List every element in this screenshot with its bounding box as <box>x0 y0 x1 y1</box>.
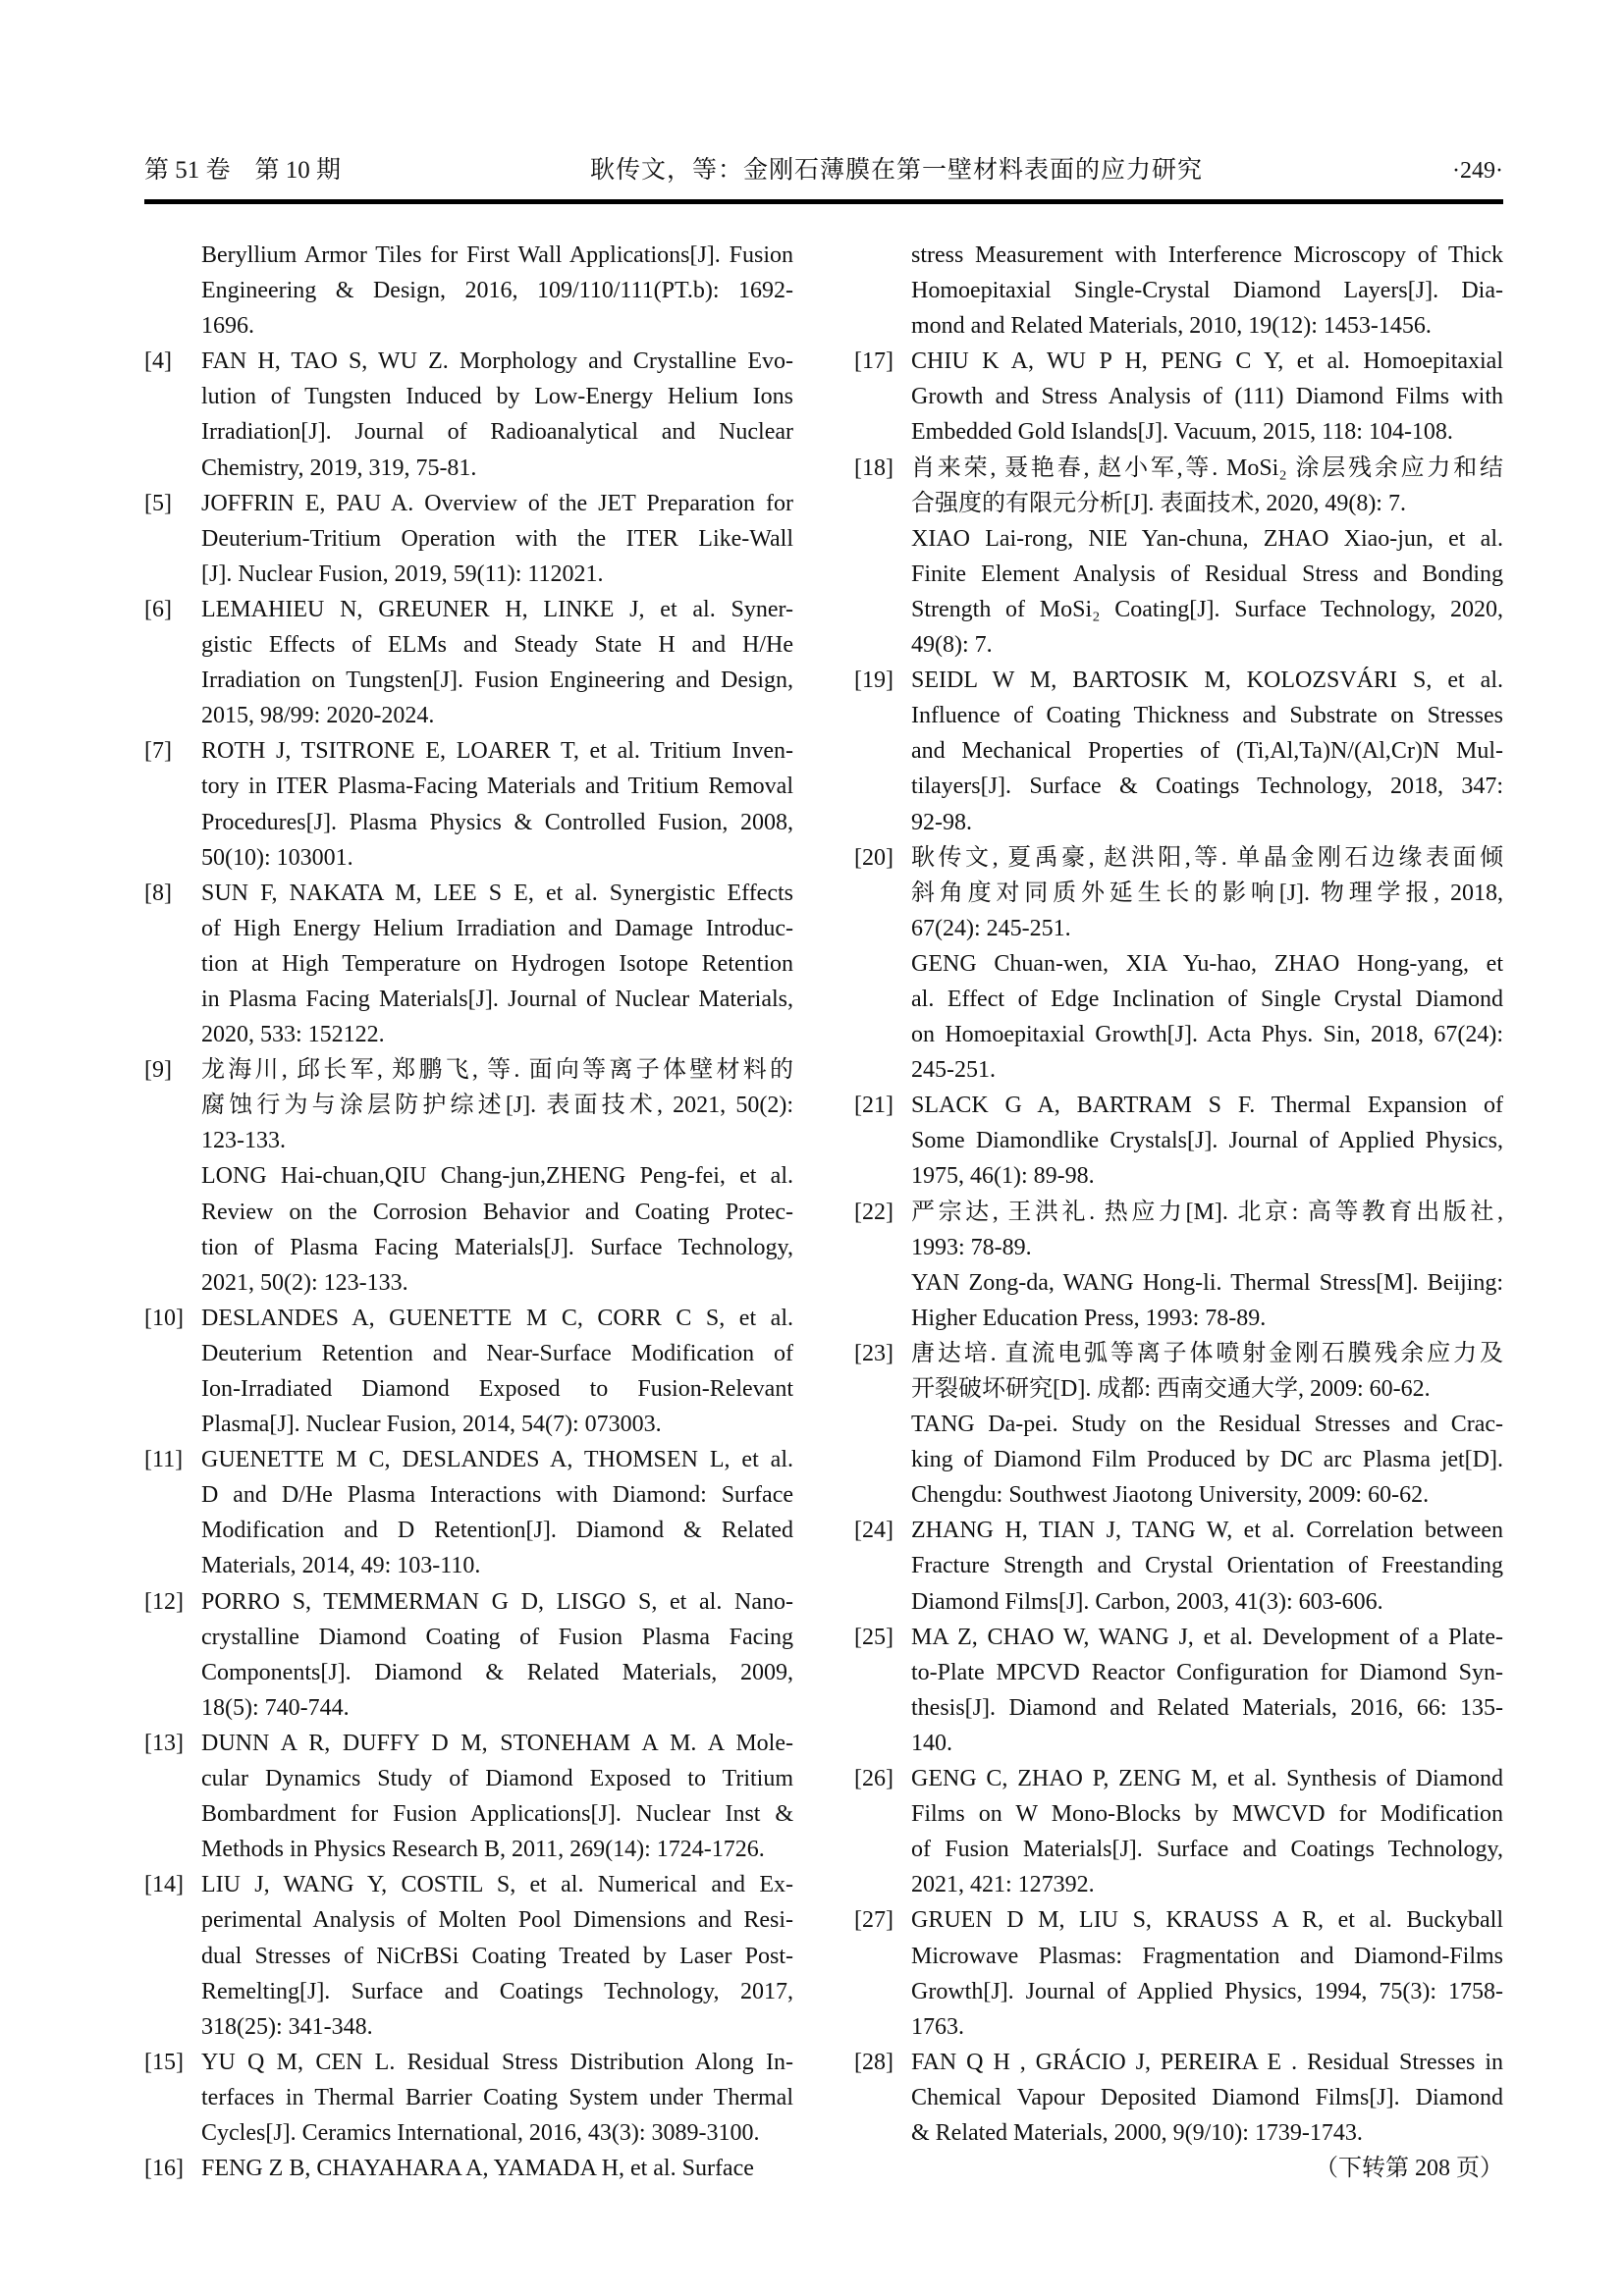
reference-line: 1763. <box>911 2013 964 2040</box>
reference-number: [21] <box>854 1093 893 1119</box>
reference-body <box>201 1052 793 1301</box>
reference-item <box>854 1620 1503 1761</box>
reference-body <box>201 1301 793 1442</box>
reference-line: Review on the Corrosion Behavior and Coating Protec- <box>201 1199 793 1225</box>
reference-item <box>854 840 1503 1089</box>
reference-line: Cycles[J]. Ceramics International, 2016, 43(3): 3089-3100. <box>201 2119 760 2146</box>
reference-item <box>854 1336 1503 1513</box>
reference-body <box>911 344 1503 450</box>
reference-item <box>144 2151 793 2186</box>
reference-line: tion at High Temperature on Hydrogen Isotope Retention <box>201 950 793 977</box>
reference-line: YAN Zong-da, WANG Hong-li. Thermal Stress[M]. Beijing: <box>911 1269 1503 1296</box>
reference-line: Plasma[J]. Nuclear Fusion, 2014, 54(7): 073003. <box>201 1412 662 1438</box>
reference-line: MA Z, CHAO W, WANG J, et al. Development of a Plate- <box>911 1624 1503 1650</box>
reference-line: LONG Hai-chuan,QIU Chang-jun,ZHENG Peng-fei, et al. <box>201 1163 793 1190</box>
references-column-left <box>144 238 793 2186</box>
reference-line: Ion-Irradiated Diamond Exposed to Fusion-Relevant <box>201 1376 793 1402</box>
reference-line: Growth and Stress Analysis of (111) Diamond Films with <box>911 384 1503 410</box>
reference-item <box>144 238 793 344</box>
reference-line: to-Plate MPCVD Reactor Configuration for Diamond Syn- <box>911 1659 1503 1685</box>
reference-line: 18(5): 740-744. <box>201 1694 350 1721</box>
reference-line: 肖来荣, 聂艳春, 赵小军,等. MoSi₂ 涂层残余应力和结 <box>911 454 1503 481</box>
reference-number: [25] <box>854 1624 893 1650</box>
reference-line: DUNN A R, DUFFY D M, STONEHAM A M. A Mole- <box>201 1730 793 1756</box>
reference-item <box>144 876 793 1052</box>
reference-line: 245-251. <box>911 1057 996 1084</box>
continued-on-page-note: （下转第 208 页） <box>1315 2156 1503 2182</box>
reference-line: tory in ITER Plasma-Facing Materials and Tritium Removal <box>201 774 793 800</box>
reference-line: XIAO Lai-rong, NIE Yan-chuna, ZHAO Xiao-jun, et al. <box>911 525 1503 552</box>
reference-item <box>854 1761 1503 1902</box>
reference-item <box>144 592 793 733</box>
reference-line: Deuterium-Tritium Operation with the ITER Like-Wall <box>201 525 793 552</box>
reference-line: Higher Education Press, 1993: 78-89. <box>911 1305 1267 1331</box>
reference-item <box>144 344 793 485</box>
reference-line: Beryllium Armor Tiles for First Wall Applications[J]. Fusion <box>201 242 793 268</box>
reference-line: Irradiation[J]. Journal of Radioanalytical and Nuclear <box>201 419 793 446</box>
reference-body <box>201 344 793 485</box>
reference-line: LEMAHIEU N, GREUNER H, LINKE J, et al. Syner- <box>201 596 793 622</box>
reference-line: Microwave Plasmas: Fragmentation and Diamond-Films <box>911 1943 1503 1969</box>
reference-line: on Homoepitaxial Growth[J]. Acta Phys. Sin, 2018, 67(24): <box>911 1022 1503 1048</box>
reference-line: Remelting[J]. Surface and Coatings Technology, 2017, <box>201 1978 793 2004</box>
reference-line: SEIDL W M, BARTOSIK M, KOLOZSVÁRI S, et al. <box>911 667 1503 694</box>
reference-line: 50(10): 103001. <box>201 844 353 871</box>
reference-line: Bombardment for Fusion Applications[J]. Nuclear Inst & <box>201 1801 793 1828</box>
reference-line: 49(8): 7. <box>911 632 993 659</box>
reference-line: 1993: 78-89. <box>911 1234 1032 1260</box>
reference-item <box>144 1867 793 2044</box>
page-header <box>144 0 1503 187</box>
reference-number: [10] <box>144 1305 184 1331</box>
reference-number: [15] <box>144 2049 184 2075</box>
reference-line: JOFFRIN E, PAU A. Overview of the JET Preparation for <box>201 490 793 516</box>
reference-line: 123-133. <box>201 1128 286 1154</box>
reference-line: SUN F, NAKATA M, LEE S E, et al. Synergistic Effects <box>201 880 793 906</box>
reference-body <box>911 451 1503 664</box>
reference-line: Finite Element Analysis of Residual Stress and Bonding <box>911 561 1503 587</box>
reference-line: 92-98. <box>911 809 972 835</box>
reference-number: [11] <box>144 1447 184 1473</box>
reference-item <box>854 1902 1503 2044</box>
reference-body <box>201 2151 793 2186</box>
reference-item <box>144 1052 793 1301</box>
reference-body <box>911 663 1503 839</box>
reference-line: ROTH J, TSITRONE E, LOARER T, et al. Tritium Inven- <box>201 738 793 765</box>
reference-line: ZHANG H, TIAN J, TANG W, et al. Correlation between <box>911 1518 1503 1544</box>
reference-item <box>854 2045 1503 2151</box>
reference-body <box>911 1902 1503 2044</box>
reference-body <box>911 1513 1503 1619</box>
reference-line: DESLANDES A, GUENETTE M C, CORR C S, et al. <box>201 1305 793 1331</box>
reference-line: 140. <box>911 1730 952 1756</box>
reference-line: 斜角度对同质外延生长的影响[J]. 物理学报, 2018, <box>911 880 1503 906</box>
reference-line: Strength of MoSi₂ Coating[J]. Surface Technology, 2020, <box>911 596 1503 622</box>
reference-line: tion of Plasma Facing Materials[J]. Surface Technology, <box>201 1234 793 1260</box>
reference-body <box>911 2045 1503 2151</box>
reference-line: Irradiation on Tungsten[J]. Fusion Engineering and Design, <box>201 667 793 694</box>
reference-line: 1696. <box>201 313 254 340</box>
reference-line: D and D/He Plasma Interactions with Diamond: Surface <box>201 1482 793 1509</box>
reference-body <box>911 840 1503 1089</box>
reference-line: of Fusion Materials[J]. Surface and Coatings Technology, <box>911 1837 1503 1863</box>
reference-number: [13] <box>144 1730 184 1756</box>
reference-line: GENG C, ZHAO P, ZENG M, et al. Synthesis of Diamond <box>911 1766 1503 1792</box>
reference-item <box>144 486 793 592</box>
reference-body <box>201 1726 793 1867</box>
reference-body <box>911 1761 1503 1902</box>
reference-body <box>201 1442 793 1583</box>
reference-line: Growth[J]. Journal of Applied Physics, 1994, 75(3): 1758- <box>911 1978 1503 2004</box>
reference-number: [12] <box>144 1588 184 1615</box>
reference-body <box>201 1867 793 2044</box>
reference-line: mond and Related Materials, 2010, 19(12): 1453-1456. <box>911 313 1432 340</box>
reference-item <box>854 451 1503 664</box>
reference-line: SLACK G A, BARTRAM S F. Thermal Expansion of <box>911 1093 1503 1119</box>
reference-line: Procedures[J]. Plasma Physics & Controlled Fusion, 2008, <box>201 809 793 835</box>
reference-line: Chemistry, 2019, 319, 75-81. <box>201 454 477 481</box>
reference-item <box>854 1088 1503 1194</box>
reference-line: GENG Chuan-wen, XIA Yu-hao, ZHAO Hong-yang, et <box>911 950 1503 977</box>
reference-body <box>201 238 793 344</box>
reference-number: [24] <box>854 1518 893 1544</box>
reference-number: [19] <box>854 667 893 694</box>
reference-line: 腐蚀行为与涂层防护综述[J]. 表面技术, 2021, 50(2): <box>201 1093 793 1119</box>
reference-number: [16] <box>144 2156 184 2182</box>
reference-number: [22] <box>854 1199 893 1225</box>
reference-line: Modification and D Retention[J]. Diamond & Related <box>201 1518 793 1544</box>
reference-number: [26] <box>854 1766 893 1792</box>
reference-line: Chengdu: Southwest Jiaotong University, 2009: 60-62. <box>911 1482 1430 1509</box>
reference-body <box>201 1584 793 1726</box>
reference-line: terfaces in Thermal Barrier Coating System under Thermal <box>201 2084 793 2110</box>
reference-line: king of Diamond Film Produced by DC arc Plasma jet[D]. <box>911 1447 1503 1473</box>
references-column-right <box>854 238 1503 2186</box>
reference-line: of High Energy Helium Irradiation and Damage Introduc- <box>201 915 793 941</box>
reference-line: Engineering & Design, 2016, 109/110/111(PT.b): 1692- <box>201 278 793 304</box>
reference-number: [17] <box>854 348 893 375</box>
reference-line: 严宗达, 王洪礼. 热应力[M]. 北京: 高等教育出版社, <box>911 1199 1503 1225</box>
reference-item <box>144 2045 793 2151</box>
reference-line: Fracture Strength and Crystal Orientation of Freestanding <box>911 1553 1503 1579</box>
reference-line: Influence of Coating Thickness and Substrate on Stresses <box>911 703 1503 729</box>
reference-number <box>144 238 201 344</box>
reference-line: Homoepitaxial Single-Crystal Diamond Layers[J]. Dia- <box>911 278 1503 304</box>
reference-line: & Related Materials, 2000, 9(9/10): 1739-1743. <box>911 2119 1363 2146</box>
reference-line: Some Diamondlike Crystals[J]. Journal of Applied Physics, <box>911 1128 1503 1154</box>
reference-item <box>854 344 1503 450</box>
reference-line: 2021, 421: 127392. <box>911 1872 1095 1898</box>
reference-item <box>144 733 793 875</box>
reference-item <box>144 1301 793 1442</box>
reference-number: [23] <box>854 1340 893 1366</box>
reference-body <box>911 1620 1503 1761</box>
reference-line: crystalline Diamond Coating of Fusion Plasma Facing <box>201 1624 793 1650</box>
reference-number: [18] <box>854 454 893 481</box>
reference-line: Components[J]. Diamond & Related Materials, 2009, <box>201 1659 793 1685</box>
reference-line: [J]. Nuclear Fusion, 2019, 59(11): 112021. <box>201 561 604 587</box>
reference-line: 合强度的有限元分析[J]. 表面技术, 2020, 49(8): 7. <box>911 490 1406 516</box>
reference-line: in Plasma Facing Materials[J]. Journal of Nuclear Materials, <box>201 986 793 1012</box>
reference-line: Diamond Films[J]. Carbon, 2003, 41(3): 603-606. <box>911 1588 1383 1615</box>
reference-number: [4] <box>144 348 172 375</box>
reference-line: FENG Z B, CHAYAHARA A, YAMADA H, et al. Surface <box>201 2156 754 2182</box>
reference-line: 唐达培. 直流电弧等离子体喷射金刚石膜残余应力及 <box>911 1340 1503 1366</box>
volume-issue: 第 51 卷 第 10 期 <box>144 157 342 184</box>
reference-line: thesis[J]. Diamond and Related Materials, 2016, 66: 135- <box>911 1694 1503 1721</box>
reference-line: cular Dynamics Study of Diamond Exposed to Tritium <box>201 1766 793 1792</box>
reference-line: FAN Q H , GRÁCIO J, PEREIRA E . Residual Stresses in <box>911 2049 1503 2075</box>
reference-number: [8] <box>144 880 172 906</box>
reference-item <box>854 1513 1503 1619</box>
reference-line: Films on W Mono-Blocks by MWCVD for Modification <box>911 1801 1503 1828</box>
references-list-right <box>854 238 1503 2151</box>
reference-body <box>911 238 1503 344</box>
reference-number: [27] <box>854 1907 893 1934</box>
reference-line: LIU J, WANG Y, COSTIL S, et al. Numerical and Ex- <box>201 1872 793 1898</box>
reference-body <box>201 876 793 1052</box>
reference-line: Methods in Physics Research B, 2011, 269(14): 1724-1726. <box>201 1837 765 1863</box>
reference-line: TANG Da-pei. Study on the Residual Stresses and Crac- <box>911 1412 1503 1438</box>
reference-line: 318(25): 341-348. <box>201 2013 373 2040</box>
reference-line: 2020, 533: 152122. <box>201 1022 385 1048</box>
reference-line: Chemical Vapour Deposited Diamond Films[J]. Diamond <box>911 2084 1503 2110</box>
reference-number <box>854 238 911 344</box>
reference-line: FAN H, TAO S, WU Z. Morphology and Crystalline Evo- <box>201 348 793 375</box>
reference-line: gistic Effects of ELMs and Steady State H and H/He <box>201 632 793 659</box>
reference-line: 龙海川, 邱长军, 郑鹏飞, 等. 面向等离子体壁材料的 <box>201 1057 793 1084</box>
header-rule <box>144 199 1503 204</box>
reference-line: 2021, 50(2): 123-133. <box>201 1269 408 1296</box>
references-section <box>144 238 1503 2186</box>
reference-body <box>201 2045 793 2151</box>
reference-line: stress Measurement with Interference Microscopy of Thick <box>911 242 1503 268</box>
reference-item <box>854 663 1503 839</box>
reference-body <box>201 592 793 733</box>
reference-number: [14] <box>144 1872 184 1898</box>
reference-line: 耿传文, 夏禹豪, 赵洪阳,等. 单晶金刚石边缘表面倾 <box>911 844 1503 871</box>
reference-line: GUENETTE M C, DESLANDES A, THOMSEN L, et al. <box>201 1447 793 1473</box>
reference-number: [5] <box>144 490 172 516</box>
reference-body <box>911 1195 1503 1336</box>
reference-body <box>911 1336 1503 1513</box>
reference-line: tilayers[J]. Surface & Coatings Technology, 2018, 347: <box>911 774 1503 800</box>
reference-number: [7] <box>144 738 172 765</box>
reference-line: GRUEN D M, LIU S, KRAUSS A R, et al. Buckyball <box>911 1907 1503 1934</box>
reference-line: 67(24): 245-251. <box>911 915 1071 941</box>
reference-line: CHIU K A, WU P H, PENG C Y, et al. Homoepitaxial <box>911 348 1503 375</box>
page-number: ·249· <box>1452 158 1503 184</box>
reference-item <box>144 1584 793 1726</box>
reference-line: and Mechanical Properties of (Ti,Al,Ta)N/(Al,Cr)N Mul- <box>911 738 1503 765</box>
reference-line: al. Effect of Edge Inclination of Single Crystal Diamond <box>911 986 1503 1012</box>
reference-line: 2015, 98/99: 2020-2024. <box>201 703 435 729</box>
reference-line: PORRO S, TEMMERMAN G D, LISGO S, et al. Nano- <box>201 1588 793 1615</box>
reference-line: YU Q M, CEN L. Residual Stress Distribution Along In- <box>201 2049 793 2075</box>
reference-item <box>854 1195 1503 1336</box>
reference-item <box>144 1442 793 1583</box>
reference-line: 1975, 46(1): 89-98. <box>911 1163 1095 1190</box>
reference-item <box>854 238 1503 344</box>
reference-number: [6] <box>144 596 172 622</box>
running-title: 耿传文，等：金刚石薄膜在第一壁材料表面的应力研究 <box>590 157 1204 184</box>
reference-number: [9] <box>144 1057 172 1084</box>
reference-number: [28] <box>854 2049 893 2075</box>
reference-body <box>911 1088 1503 1194</box>
reference-line: Deuterium Retention and Near-Surface Modification of <box>201 1340 793 1366</box>
reference-number: [20] <box>854 844 893 871</box>
reference-body <box>201 733 793 875</box>
reference-line: perimental Analysis of Molten Pool Dimensions and Resi- <box>201 1907 793 1934</box>
reference-line: Materials, 2014, 49: 103-110. <box>201 1553 481 1579</box>
reference-line: Embedded Gold Islands[J]. Vacuum, 2015, 118: 104-108. <box>911 419 1453 446</box>
reference-line: 开裂破坏研究[D]. 成都: 西南交通大学, 2009: 60-62. <box>911 1376 1431 1402</box>
reference-item <box>144 1726 793 1867</box>
reference-body <box>201 486 793 592</box>
reference-line: dual Stresses of NiCrBSi Coating Treated by Laser Post- <box>201 1943 793 1969</box>
reference-line: lution of Tungsten Induced by Low-Energy Helium Ions <box>201 384 793 410</box>
